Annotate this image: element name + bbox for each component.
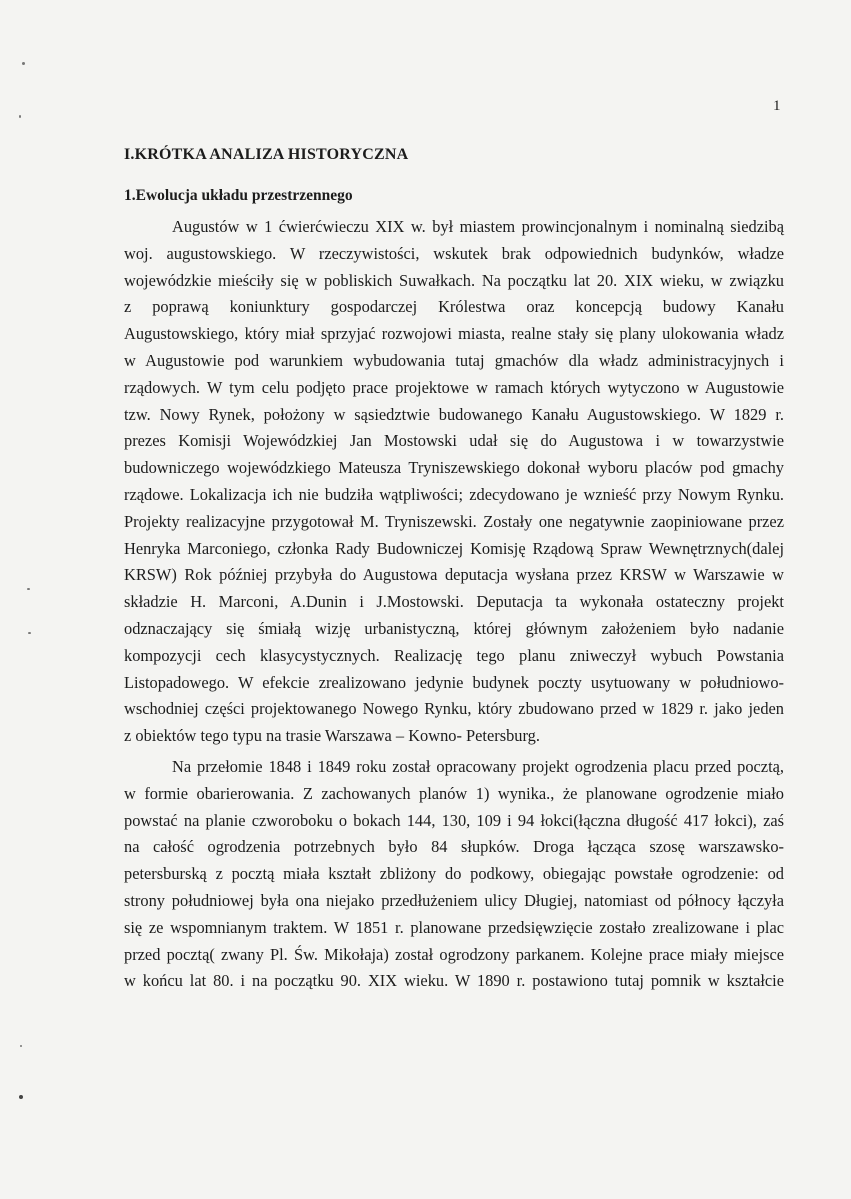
- text-line: petersburską z pocztą miała kształt zbliżony do podkowy, obiegając powstałe ogrodzenie: od: [124, 864, 784, 884]
- text-line: strony południowej była ona niejako przedłużeniem ulicy Długiej, natomiast od północy łączyła: [124, 890, 784, 910]
- scan-speck: [22, 62, 25, 65]
- scan-speck: [20, 1045, 22, 1047]
- text-line: odznaczający się śmiałą wizję urbanistyczną, której głównym założeniem było nadanie: [124, 618, 784, 638]
- text-line: Augustów w 1 ćwierćwieczu XIX w. był miastem prowincjonalnym i nominalną siedzibą: [172, 217, 784, 236]
- text-line: na całość ogrodzenia potrzebnych było 84 słupków. Droga łącząca szosę warszawsko-: [124, 837, 784, 857]
- text-line: Listopadowego. W efekcie zrealizowano jedynie budynek poczty usytuowany w południowo-: [124, 672, 784, 692]
- text-line: z poprawą koniunktury gospodarczej Królestwa oraz koncepcją budowy Kanału: [124, 297, 784, 317]
- text-line: wojewódzkie mieściły się w pobliskich Suwałkach. Na początku lat 20. XIX wieku, w związku: [124, 270, 784, 290]
- text-line: się ze wspomnianym traktem. W 1851 r. planowane przedsięwzięcie zostało zrealizowane i plac: [124, 917, 784, 937]
- body-text: [124, 214, 784, 995]
- text-line: woj. augustowskiego. W rzeczywistości, wskutek brak odpowiednich budynków, władze: [124, 243, 784, 263]
- text-line: kompozycji cech klasycystycznych. Realizację tego planu zniweczył wybuch Powstania: [124, 645, 784, 665]
- page-number: 1: [773, 98, 781, 114]
- text-line: KRSW) Rok później przybyła do Augustowa deputacja wysłana przez KRSW w Warszawie w: [124, 565, 784, 585]
- scan-speck: [27, 588, 30, 590]
- paragraph-1: [124, 214, 784, 750]
- text-line: składzie H. Marconi, A.Dunin i J.Mostowski. Deputacja ta wykonała ostateczny projekt: [124, 592, 784, 612]
- chapter-title: I.KRÓTKA ANALIZA HISTORYCZNA: [124, 146, 409, 163]
- text-line: w końcu lat 80. i na początku 90. XIX wieku. W 1890 r. postawiono tutaj pomnik w kształcie: [124, 971, 784, 991]
- scan-speck: [28, 632, 31, 634]
- text-line: przed pocztą( zwany Pl. Św. Mikołaja) został ogrodzony parkanem. Kolejne prace miały miejsce: [124, 944, 784, 964]
- text-line: Na przełomie 1848 i 1849 roku został opracowany projekt ogrodzenia placu przed pocztą,: [172, 756, 784, 776]
- text-line: budowniczego wojewódzkiego Mateusza Tryniszewskiego dokonał wyboru placów pod gmachy: [124, 458, 784, 478]
- text-line: rządowe. Lokalizacja ich nie budziła wątpliwości; zdecydowano je wznieść przy Nowym Rynku.: [124, 484, 784, 504]
- text-line: w formie obarierowania. Z zachowanych planów 1) wynika., że planowane ogrodzenie miało: [124, 783, 784, 803]
- text-line: Augustowskiego, który miał sprzyjać rozwojowi miasta, realne stały się plany ulokowania władz: [124, 324, 784, 344]
- text-line: Projekty realizacyjne przygotował M. Tryniszewski. Zostały one negatywnie zaopiniowane przez: [124, 511, 784, 531]
- paragraph-2: [124, 754, 784, 995]
- text-line: Henryka Marconiego, członka Rady Budowniczej Komisję Rządową Spraw Wewnętrznych(dalej: [124, 538, 784, 558]
- text-line: prezes Komisji Wojewódzkiej Jan Mostowski udał się do Augustowa i w towarzystwie: [124, 431, 784, 451]
- text-line: w Augustowie pod warunkiem wybudowania tutaj gmachów dla władz administracyjnych i: [124, 350, 784, 370]
- text-line: z obiektów tego typu na trasie Warszawa – Kowno- Petersburg.: [124, 726, 540, 746]
- scan-speck: [19, 1095, 23, 1099]
- text-line: powstać na planie czworoboku o bokach 144, 130, 109 i 94 łokci(łączna długość 417 łokci), zaś: [124, 810, 784, 830]
- scan-speck: [19, 115, 21, 118]
- text-line: wschodniej części projektowanego Nowego Rynku, który zbudowano przed w 1829 r. jako jeden: [124, 699, 784, 719]
- text-line: tzw. Nowy Rynek, położony w sąsiedztwie budowanego Kanału Augustowskiego. W 1829 r.: [124, 404, 784, 424]
- section-title: 1.Ewolucja układu przestrzennego: [124, 187, 353, 204]
- text-line: rządowych. W tym celu podjęto prace projektowe w ramach których wytyczono w Augustowie: [124, 377, 784, 397]
